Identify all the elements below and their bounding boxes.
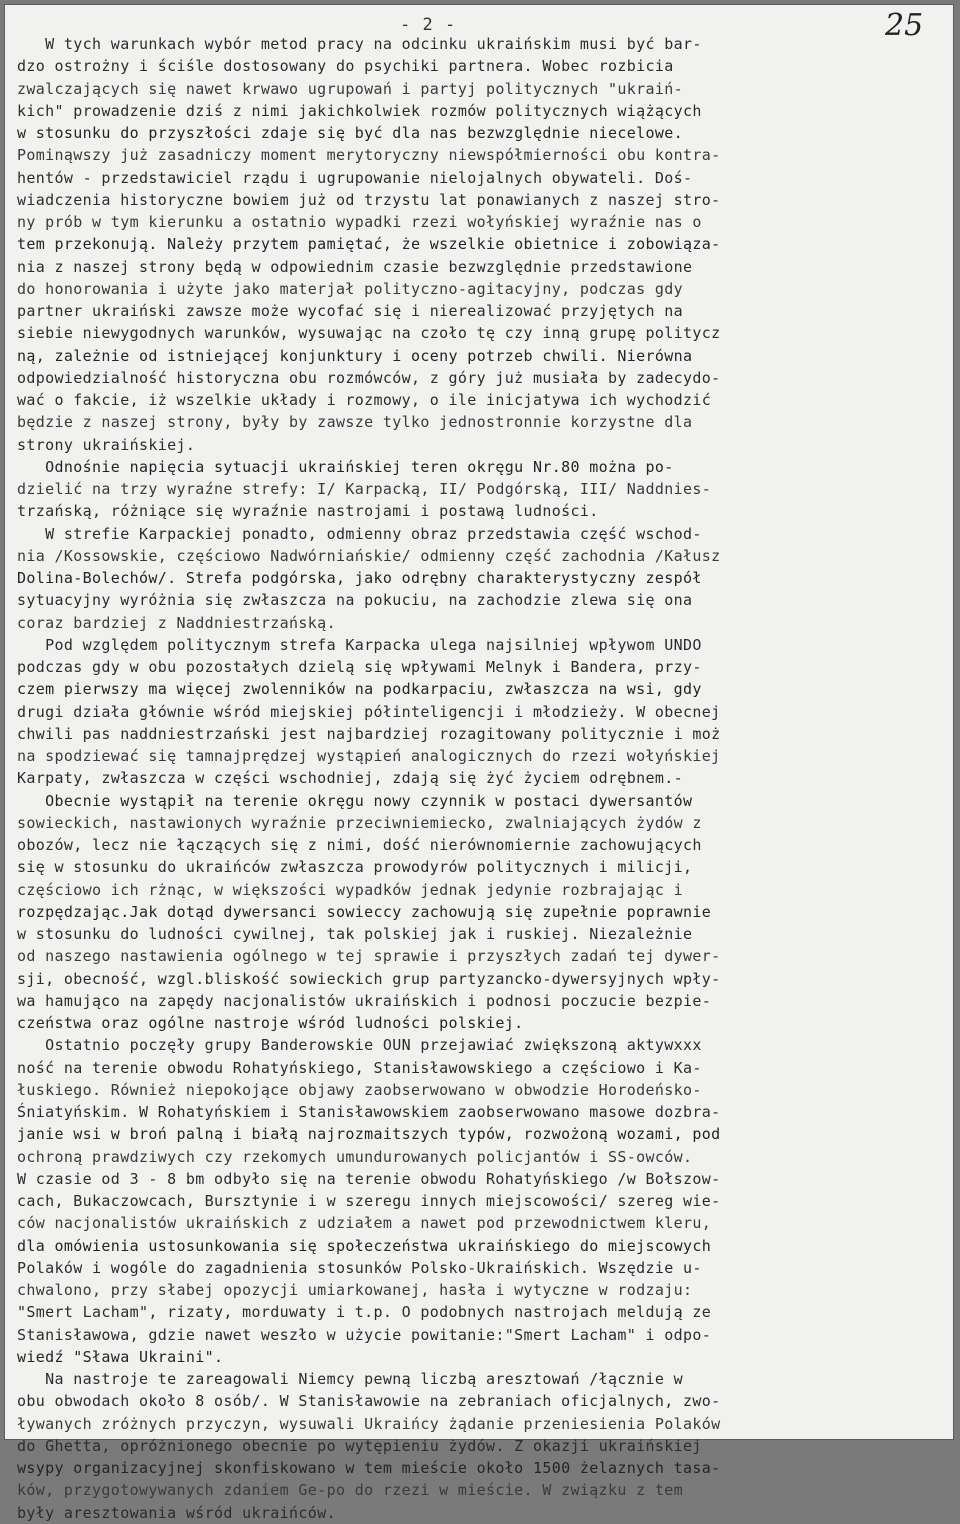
text-line: Stanisławowa, gdzie nawet weszło w użycie powitanie:"Smert Lacham" i odpo- xyxy=(17,1325,712,1344)
text-line: dzielić na trzy wyraźne strefy: I/ Karpacką, II/ Podgórską, III/ Naddnies- xyxy=(17,480,712,498)
text-line: trzańską, różniące się wyraźnie nastrojami i postawą ludności. xyxy=(17,502,599,521)
text-line: odpowiedzialność historyczna obu rozmówców, z góry już musiała by zadecydo- xyxy=(17,368,721,387)
typewritten-body xyxy=(17,33,949,1524)
text-line: sji, obecność, wzgl.bliskość sowieckich grup partyzancko-dywersyjnych wpły- xyxy=(17,969,721,988)
text-line: cach, Bukaczowcach, Bursztynie i w szeregu innych miejscowości/ szereg wie- xyxy=(17,1192,721,1210)
text-line: wa hamująco na zapędy nacjonalistów ukraińskich i podnosi poczucie bezpie- xyxy=(17,991,712,1010)
text-line: sytuacyjny wyróżnia się zwłaszcza na pokuciu, na zachodzie zlewa się ona xyxy=(17,591,693,610)
text-line: obu obwodach około 8 osób/. W Stanisławowie na zebraniach oficjalnych, zwo- xyxy=(17,1392,721,1411)
text-line: partner ukraiński zawsze może wycofać się i nierealizować przyjętych na xyxy=(17,302,684,320)
text-line: Na nastroje te zareagowali Niemcy pewną liczbą aresztowań /łącznie w xyxy=(17,1370,684,1388)
page-number: - 2 - xyxy=(400,15,457,35)
text-line: czem pierwszy ma więcej zwolenników na podkarpaciu, zwłaszcza na wsi, gdy xyxy=(17,680,702,699)
text-line: coraz bardziej z Naddniestrzańską. xyxy=(17,613,336,632)
text-line: sowieckich, nastawionych wyraźnie przeciwniemiecko, zwalniających żydów z xyxy=(17,813,702,832)
text-line: Karpaty, zwłaszcza w części wschodniej, zdają się żyć życiem odrębnem.- xyxy=(17,769,684,788)
text-line: się w stosunku do ukraińców zwłaszcza prowodyrów politycznych i milicji, xyxy=(17,858,693,877)
text-line: chwalono, przy słabej opozycji umiarkowanej, hasła i wytyczne w rodzaju: xyxy=(17,1281,693,1299)
text-line: rozpędzając.Jak dotąd dywersanci sowieccy zachowują się zupełnie poprawnie xyxy=(17,902,712,921)
text-line: ną, zależnie od istniejącej konjunktury i oceny potrzeb chwili. Nierówna xyxy=(17,346,693,365)
text-line: ny prób w tym kierunku a ostatnio wypadki rzezi wołyńskiej wyraźnie nas o xyxy=(17,213,702,231)
text-line: na spodziewać się tamnajprędzej wystąpień analogicznych do rzezi wołyńskiej xyxy=(17,747,721,765)
text-line: wać o fakcie, iż wszelkie układy i rozmowy, o ile inicjatywa ich wychodzić xyxy=(17,391,712,409)
text-line: Dolina-Bolechów/. Strefa podgórska, jako odrębny charakterystyczny zespół xyxy=(17,569,702,587)
text-line: do Ghetta, opróżnionego obecnie po wytępieniu żydów. Z okazji ukraińskiej xyxy=(17,1436,702,1455)
text-line: obozów, lecz nie łączących się z nimi, dość nierównomiernie zachowujących xyxy=(17,836,702,854)
text-line: ochroną prawdziwych czy rzekomych umundurowanych policjantów i SS-owców. xyxy=(17,1147,693,1166)
text-line: ływanych zróżnych przyczyn, wysuwali Ukraińcy żądanie przeniesienia Polaków xyxy=(17,1414,721,1433)
text-line: w stosunku do przyszłości zdaje się być dla nas bezwzględnie niecelowe. xyxy=(17,124,684,142)
text-line: Ostatnio poczęły grupy Banderowskie OUN przejawiać zwiększoną aktywxxx xyxy=(17,1036,702,1055)
text-line: wiedź "Sława Ukraini". xyxy=(17,1347,224,1366)
document-page xyxy=(4,4,954,1522)
text-line: W strefie Karpackiej ponadto, odmienny obraz przedstawia część wschod- xyxy=(17,524,702,543)
text-line: częściowo ich rżnąc, w większości wypadków jednak jedynie rozbrajając i xyxy=(17,880,684,899)
text-line: dzo ostrożny i ściśle dostosowany do psychiki partnera. Wobec rozbicia xyxy=(17,57,674,76)
text-line: drugi działa głównie wśród miejskiej półinteligencji i młodzieży. W obecnej xyxy=(17,702,721,721)
text-line: od naszego nastawienia ogólnego w tej sprawie i przyszłych zadań tej dywer- xyxy=(17,947,721,966)
text-line: ków, przygotowywanych zdaniem Ge-po do rzezi w mieście. W związku z tem xyxy=(17,1481,684,1500)
text-line: janie wsi w broń palną i białą najrozmaitszych typów, rozwożoną wozami, pod xyxy=(17,1125,721,1144)
text-line: siebie niewygodnych warunków, wysuwając na czoło tę czy inną grupę politycz xyxy=(17,324,721,343)
text-line: podczas gdy w obu pozostałych dzielą się wpływami Melnyk i Bandera, przy- xyxy=(17,658,702,676)
text-line: wiadczenia historyczne bowiem już od trzystu lat ponawianych z naszej stro- xyxy=(17,190,721,209)
archive-folio-number: 25 xyxy=(885,8,924,43)
text-line: dla omówienia ustosunkowania się społeczeństwa ukraińskiego do miejscowych xyxy=(17,1236,712,1255)
text-line: Polaków i wogóle do zagadnienia stosunków Polsko-Ukraińskich. Wszędzie u- xyxy=(17,1258,702,1277)
text-line: w stosunku do ludności cywilnej, tak polskiej jak i ruskiej. Niezależnie xyxy=(17,925,693,943)
text-line: nia z naszej strony będą w odpowiednim czasie bezwzględnie przedstawione xyxy=(17,257,693,276)
text-line: nia /Kossowskie, częściowo Nadwórniańskie/ odmienny część zachodnia /Kałusz xyxy=(17,546,721,565)
text-line: wsypy organizacyjnej skonfiskowano w tem mieście około 1500 żelaznych tasa- xyxy=(17,1459,721,1477)
text-line: W czasie od 3 - 8 bm odbyło się na terenie obwodu Rohatyńskiego /w Bołszow- xyxy=(17,1169,721,1188)
text-line: Odnośnie napięcia sytuacji ukraińskiej teren okręgu Nr.80 można po- xyxy=(17,457,674,476)
text-line: Obecnie wystąpił na terenie okręgu nowy czynnik w postaci dywersantów xyxy=(17,791,693,810)
text-line: zwalczających się nawet krwawo ugrupowań i partyj politycznych "ukraiń- xyxy=(17,79,684,98)
text-line: czeństwa oraz ogólne nastroje wśród ludności polskiej. xyxy=(17,1014,524,1032)
text-line: Śniatyńskim. W Rohatyńskiem i Stanisławowskiem zaobserwowano masowe dozbra- xyxy=(17,1103,721,1121)
text-line: Pominąwszy już zasadniczy moment merytoryczny niewspółmierności obu kontra- xyxy=(17,146,721,165)
text-line: ców nacjonalistów ukraińskich z udziałem a nawet pod przewodnictwem kleru, xyxy=(17,1214,712,1233)
text-line: ność na terenie obwodu Rohatyńskiego, Stanisławowskiego a częściowo i Ka- xyxy=(17,1058,702,1077)
text-line: W tych warunkach wybór metod pracy na odcinku ukraińskim musi być bar- xyxy=(17,35,702,53)
text-line: Pod względem politycznym strefa Karpacka ulega najsilniej wpływom UNDO xyxy=(17,635,702,654)
text-line: hentów - przedstawiciel rządu i ugrupowanie nielojalnych obywateli. Doś- xyxy=(17,168,693,187)
text-line: łuskiego. Również niepokojące objawy zaobserwowano w obwodzie Horodeńsko- xyxy=(17,1080,702,1099)
text-line: będzie z naszej strony, były by zawsze tylko jednostronnie korzystne dla xyxy=(17,413,693,432)
text-line: kich" prowadzenie dziś z nimi jakichkolwiek rozmów politycznych wiążących xyxy=(17,101,702,120)
text-line: do honorowania i użyte jako materjał polityczno-agitacyjny, podczas gdy xyxy=(17,279,684,298)
text-line: "Smert Lacham", rizaty, morduwaty i t.p. O podobnych nastrojach meldują ze xyxy=(17,1303,712,1322)
text-line: były aresztowania wśród ukraińców. xyxy=(17,1503,336,1522)
text-line: chwili pas naddniestrzański jest najbardziej rozagitowany politycznie i moż xyxy=(17,724,721,743)
text-line: tem przekonują. Należy przytem pamiętać, że wszelkie obietnice i zobowiąza- xyxy=(17,235,721,254)
text-line: strony ukraińskiej. xyxy=(17,435,196,454)
